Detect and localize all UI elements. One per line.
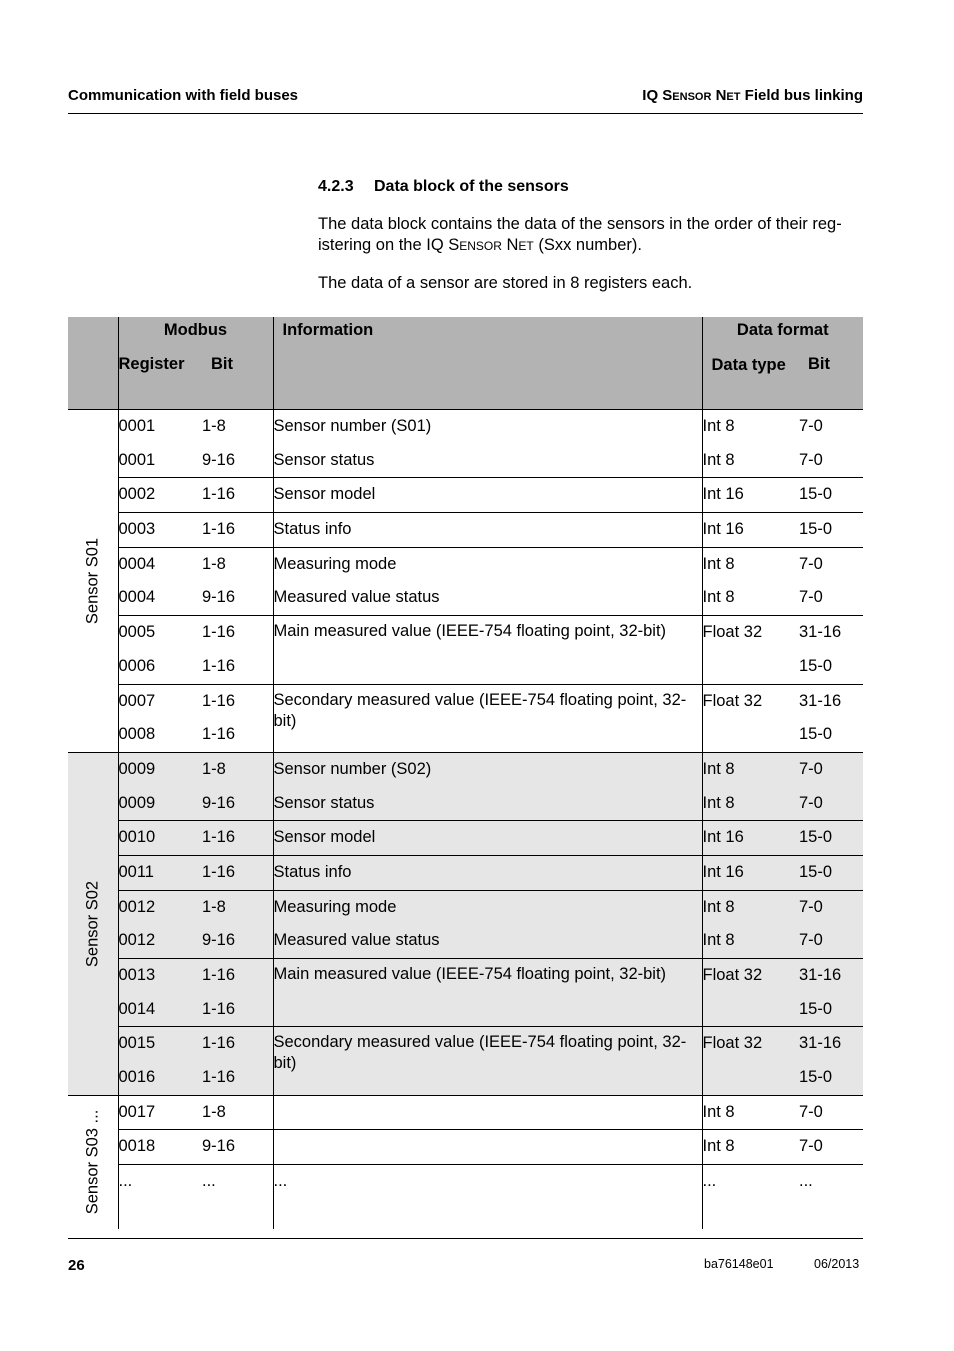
section-title: Data block of the sensors (374, 178, 569, 195)
header-format-bit: Bit (799, 355, 863, 410)
information-cell: Sensor status (273, 444, 702, 478)
table-row (68, 616, 863, 650)
format-bit-cell: 15-0 (799, 478, 863, 513)
table-row (68, 1130, 863, 1165)
format-bit-cell: 7-0 (799, 1095, 863, 1130)
sensor-group-label-text: Sensor S02 (83, 880, 102, 967)
bit-cell: 1-16 (202, 684, 273, 718)
header-suffix: Field bus linking (740, 87, 863, 104)
information-cell: Secondary measured value (IEEE-754 floating point, 32-bit) (273, 684, 702, 752)
format-bit-cell: 15-0 (799, 1061, 863, 1095)
information-cell: Measuring mode (273, 547, 702, 581)
bit-cell: 9-16 (202, 924, 273, 958)
bit-cell: 9-16 (202, 450, 236, 469)
intro-paragraph (318, 214, 866, 256)
table-row (68, 684, 863, 718)
document-id: ba76148e01 (704, 1257, 774, 1271)
register-cell: 0001 (118, 444, 202, 478)
information-cell: Main measured value (IEEE-754 floating point, 32-bit) (273, 616, 702, 684)
intro-text-a: The data block contains the data of the sensors in the order of their reg-istering on the IQ (318, 215, 842, 254)
register-cell: 0006 (118, 650, 202, 684)
register-cell: 0018 (118, 1130, 202, 1165)
bit-cell: 1-16 (202, 725, 236, 744)
bit-cell: 9-16 (202, 1130, 273, 1165)
table-row (68, 547, 863, 581)
format-bit-cell: 7-0 (799, 752, 863, 786)
data-type-cell: Int 8 (702, 890, 799, 924)
register-cell: 0003 (118, 513, 202, 548)
bit-cell: 1-16 (202, 656, 236, 675)
format-bit-cell: 15-0 (799, 725, 833, 744)
register-cell: 0016 (118, 1061, 202, 1095)
register-cell: 0009 (118, 787, 202, 821)
table-row (68, 890, 863, 924)
header-modbus: Modbus (118, 317, 273, 355)
format-bit-cell: 31-16 (799, 684, 863, 718)
bit-cell: 1-8 (202, 547, 273, 581)
information-cell: Status info (273, 513, 702, 548)
register-cell: 0004 (118, 581, 202, 615)
bit-cell: 1-8 (202, 752, 273, 786)
data-type-cell: Int 8 (702, 752, 799, 786)
table-row (68, 478, 863, 513)
footer-rule (68, 1238, 863, 1239)
register-cell: 0015 (118, 1027, 202, 1061)
register-cell: 0012 (118, 924, 202, 958)
register-cell: 0013 (118, 959, 202, 993)
data-type-cell: Int 8 (702, 787, 799, 821)
table-row (68, 581, 863, 615)
bit-cell: 9-16 (202, 787, 273, 821)
intro-text-b: (Sxx number). (533, 236, 642, 254)
table-row (68, 513, 863, 548)
information-cell: Sensor model (273, 478, 702, 513)
format-bit-cell: 7-0 (799, 924, 863, 958)
information-cell: Main measured value (IEEE-754 floating point, 32-bit) (273, 959, 702, 1027)
bit-cell: 1-16 (202, 616, 273, 650)
data-type-cell: Int 16 (702, 855, 799, 890)
header-prefix: IQ (642, 87, 663, 104)
bit-cell: 1-16 (202, 478, 273, 513)
bit-cell: 9-16 (202, 588, 236, 607)
bit-cell: 1-8 (202, 410, 273, 444)
register-cell: 0005 (118, 616, 202, 650)
table-row (68, 1095, 863, 1130)
data-type-cell: Float 32 (702, 616, 799, 684)
information-cell (273, 1095, 702, 1130)
bit-cell: 1-16 (202, 1061, 273, 1095)
register-cell: 0008 (118, 718, 202, 752)
data-type-cell: Int 8 (702, 924, 799, 958)
register-cell: 0009 (118, 752, 202, 786)
information-cell: Sensor number (S02) (273, 752, 702, 786)
format-bit-cell: 7-0 (799, 588, 823, 607)
register-cell: 0002 (118, 478, 202, 513)
format-bit-cell: ... (799, 1165, 863, 1230)
table-row (68, 1165, 863, 1230)
sensor-group-label (68, 752, 118, 1095)
table-row (68, 444, 863, 478)
format-bit-cell: 7-0 (799, 450, 823, 469)
table-row (68, 1027, 863, 1061)
table-row (68, 855, 863, 890)
information-cell: Secondary measured value (IEEE-754 floating point, 32-bit) (273, 1027, 702, 1095)
information-cell: Sensor model (273, 821, 702, 856)
bit-cell: 1-16 (202, 821, 273, 856)
register-cell: 0017 (118, 1095, 202, 1130)
data-type-cell: Int 8 (702, 444, 799, 478)
table-row (68, 924, 863, 958)
header-corner (68, 317, 118, 410)
format-bit-cell: 7-0 (799, 787, 863, 821)
format-bit-cell: 31-16 (799, 959, 863, 993)
header-rule (68, 113, 863, 114)
data-type-cell: Int 8 (702, 1130, 799, 1165)
data-type-cell: Int 8 (702, 1095, 799, 1130)
document-date: 06/2013 (814, 1257, 860, 1271)
bit-cell: 1-16 (202, 855, 273, 890)
data-type-cell: Int 16 (702, 513, 799, 548)
data-type-cell: Float 32 (702, 684, 799, 752)
table-row (68, 752, 863, 786)
page-number: 26 (68, 1257, 85, 1274)
data-type-cell: Int 8 (702, 547, 799, 581)
registers-paragraph: The data of a sensor are stored in 8 registers each. (318, 274, 693, 292)
running-header-left: Communication with field buses (68, 87, 299, 104)
register-cell: 0012 (118, 890, 202, 924)
register-cell: ... (118, 1165, 202, 1230)
format-bit-cell: 31-16 (799, 616, 863, 650)
data-type-cell: Int 8 (702, 410, 799, 444)
data-block-table (68, 317, 863, 1229)
information-cell: Sensor status (273, 787, 702, 821)
register-cell: 0001 (118, 410, 202, 444)
information-cell: Measuring mode (273, 890, 702, 924)
running-header-right (642, 87, 863, 104)
data-type-cell: Float 32 (702, 959, 799, 1027)
bit-cell: ... (202, 1165, 273, 1230)
register-cell: 0014 (118, 993, 202, 1027)
bit-cell: 1-16 (202, 1027, 273, 1061)
table-row (68, 821, 863, 856)
intro-product-name: Sensor Net (448, 236, 534, 254)
format-bit-cell: 7-0 (799, 1130, 863, 1165)
sensor-group-label (68, 410, 118, 753)
data-type-cell: ... (702, 1165, 799, 1230)
data-type-cell: Int 8 (702, 581, 799, 615)
header-data-format: Data format (702, 317, 863, 355)
header-data-type: Data type (702, 355, 799, 410)
header-product-name: Sensor Net (662, 87, 741, 104)
sensor-group-label-text: Sensor S03 ... (83, 1110, 102, 1215)
information-cell: ... (273, 1165, 702, 1230)
header-register: Register (118, 355, 202, 410)
format-bit-cell: 7-0 (799, 547, 863, 581)
register-cell: 0010 (118, 821, 202, 856)
format-bit-cell: 31-16 (799, 1027, 863, 1061)
format-bit-cell: 15-0 (799, 993, 863, 1027)
register-cell: 0007 (118, 684, 202, 718)
section-number: 4.2.3 (318, 178, 354, 195)
table-row (68, 959, 863, 993)
data-type-cell: Int 16 (702, 821, 799, 856)
format-bit-cell: 7-0 (799, 890, 863, 924)
table-row (68, 787, 863, 821)
format-bit-cell: 15-0 (799, 821, 863, 856)
register-cell: 0011 (118, 855, 202, 890)
information-cell: Status info (273, 855, 702, 890)
bit-cell: 1-8 (202, 890, 273, 924)
information-cell: Sensor number (S01) (273, 410, 702, 444)
header-bit: Bit (202, 355, 273, 410)
format-bit-cell: 15-0 (799, 855, 863, 890)
data-type-cell: Float 32 (702, 1027, 799, 1095)
bit-cell: 1-16 (202, 959, 273, 993)
sensor-group-label-text: Sensor S01 (83, 537, 102, 625)
data-type-cell: Int 16 (702, 478, 799, 513)
format-bit-cell: 15-0 (799, 656, 833, 675)
information-cell: Measured value status (273, 581, 702, 615)
bit-cell: 1-16 (202, 993, 273, 1027)
information-cell: Measured value status (273, 924, 702, 958)
bit-cell: 1-16 (202, 513, 273, 548)
format-bit-cell: 15-0 (799, 513, 863, 548)
format-bit-cell: 7-0 (799, 410, 863, 444)
sensor-group-label (68, 1095, 118, 1229)
register-cell: 0004 (118, 547, 202, 581)
information-cell (273, 1130, 702, 1165)
table-row (68, 410, 863, 444)
header-information: Information (273, 317, 702, 410)
bit-cell: 1-8 (202, 1095, 273, 1130)
